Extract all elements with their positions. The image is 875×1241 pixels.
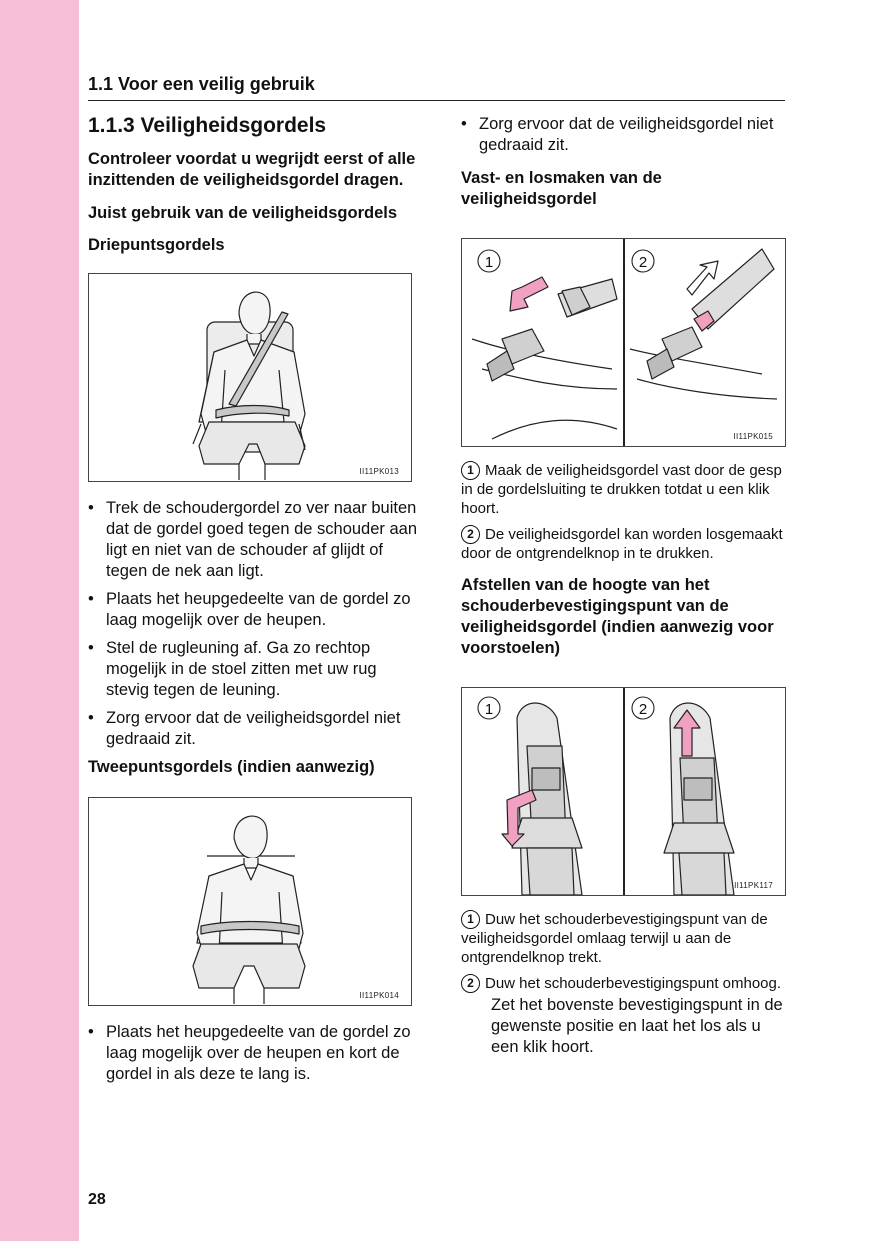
step-height-2	[461, 974, 791, 993]
list-item: • Trek de schoudergordel zo ver naar buiten dat de gordel goed tegen de schouder aan ligt en niet van de schouder af glijdt of tegen de nek aan ligt.	[88, 498, 418, 582]
figure-height-adjust	[461, 687, 786, 896]
figure-two-point-belt	[88, 797, 412, 1006]
list-item: • Zorg ervoor dat de veiligheidsgordel niet gedraaid zit.	[461, 114, 791, 156]
heading-height-adjust: Afstellen van de hoogte van het schouderbevestigingspunt van de veiligheidsgordel (indien aanwezig voor voorstoelen)	[461, 576, 774, 657]
figure-code: II11PK014	[359, 991, 399, 1000]
heading-two-point-belts: Tweepuntsgordels (indien aanwezig)	[88, 758, 375, 776]
seated-person-three-point-belt-illustration	[89, 274, 411, 481]
figure-code: II11PK117	[734, 881, 773, 890]
heading-correct-use: Juist gebruik van de veiligheidsgordels	[88, 204, 398, 222]
step-number: 2	[461, 974, 480, 993]
list-item: • Zorg ervoor dat de veiligheidsgordel niet gedraaid zit.	[88, 708, 418, 750]
step-fasten-2	[461, 525, 791, 563]
figure-label: 2	[638, 701, 648, 718]
figure-label: 1	[484, 254, 494, 271]
step-text: Maak de veiligheidsgordel vast door de gesp in de gordelsluiting te drukken totdat u een klik hoort.	[461, 462, 782, 517]
figure-label: 2	[638, 254, 648, 271]
figure-label: 1	[484, 701, 494, 718]
page-number: 28	[88, 1191, 106, 1208]
step-fasten-1	[461, 461, 791, 518]
right-column	[461, 114, 791, 1058]
step-text: Duw het schouderbevestigingspunt omhoog.	[485, 975, 782, 992]
section-header: 1.1 Voor een veilig gebruik	[88, 74, 315, 94]
step-number: 1	[461, 461, 480, 480]
shoulder-anchor-adjust-illustration	[462, 688, 785, 895]
list-item: • Stel de rugleuning af. Ga zo rechtop mogelijk in de stoel zitten met uw rug stevig tegen de leuning.	[88, 638, 418, 701]
step-text: De veiligheidsgordel kan worden losgemaakt door de ontgrendelknop in te drukken.	[461, 526, 783, 562]
figure-code: II11PK015	[733, 432, 773, 441]
heading-fasten-unfasten: Vast- en losmaken van de veiligheidsgordel	[461, 169, 662, 208]
height-note: Zet het bovenste bevestigingspunt in de gewenste positie en laat het los als u een klik hoort.	[491, 996, 783, 1056]
side-color-band	[0, 0, 79, 1241]
list-item: • Plaats het heupgedeelte van de gordel zo laag mogelijk over de heupen.	[88, 589, 418, 631]
twist-warning-list	[461, 114, 791, 156]
list-item: • Plaats het heupgedeelte van de gordel zo laag mogelijk over de heupen en kort de gordel in als deze te lang is.	[88, 1022, 418, 1085]
section-title: 1.1.3 Veiligheidsgordels	[88, 114, 327, 137]
intro-text: Controleer voordat u wegrijdt eerst of alle inzittenden de veiligheidsgordel dragen.	[88, 150, 416, 189]
figure-code: II11PK013	[359, 467, 399, 476]
step-text: Duw het schouderbevestigingspunt van de veiligheidsgordel omlaag terwijl u aan de ontgrendelknop trekt.	[461, 911, 768, 966]
figure-three-point-belt	[88, 273, 412, 482]
figure-fasten-unfasten	[461, 238, 786, 447]
step-height-1	[461, 910, 791, 967]
seated-person-lap-belt-illustration	[89, 798, 411, 1005]
header-rule	[88, 100, 785, 101]
buckle-fasten-illustration	[462, 239, 785, 446]
lap-belt-instructions-list	[88, 1022, 418, 1085]
heading-three-point-belts: Driepuntsgordels	[88, 236, 225, 254]
step-number: 1	[461, 910, 480, 929]
left-column	[88, 114, 418, 1092]
step-number: 2	[461, 525, 480, 544]
belt-instructions-list	[88, 498, 418, 750]
